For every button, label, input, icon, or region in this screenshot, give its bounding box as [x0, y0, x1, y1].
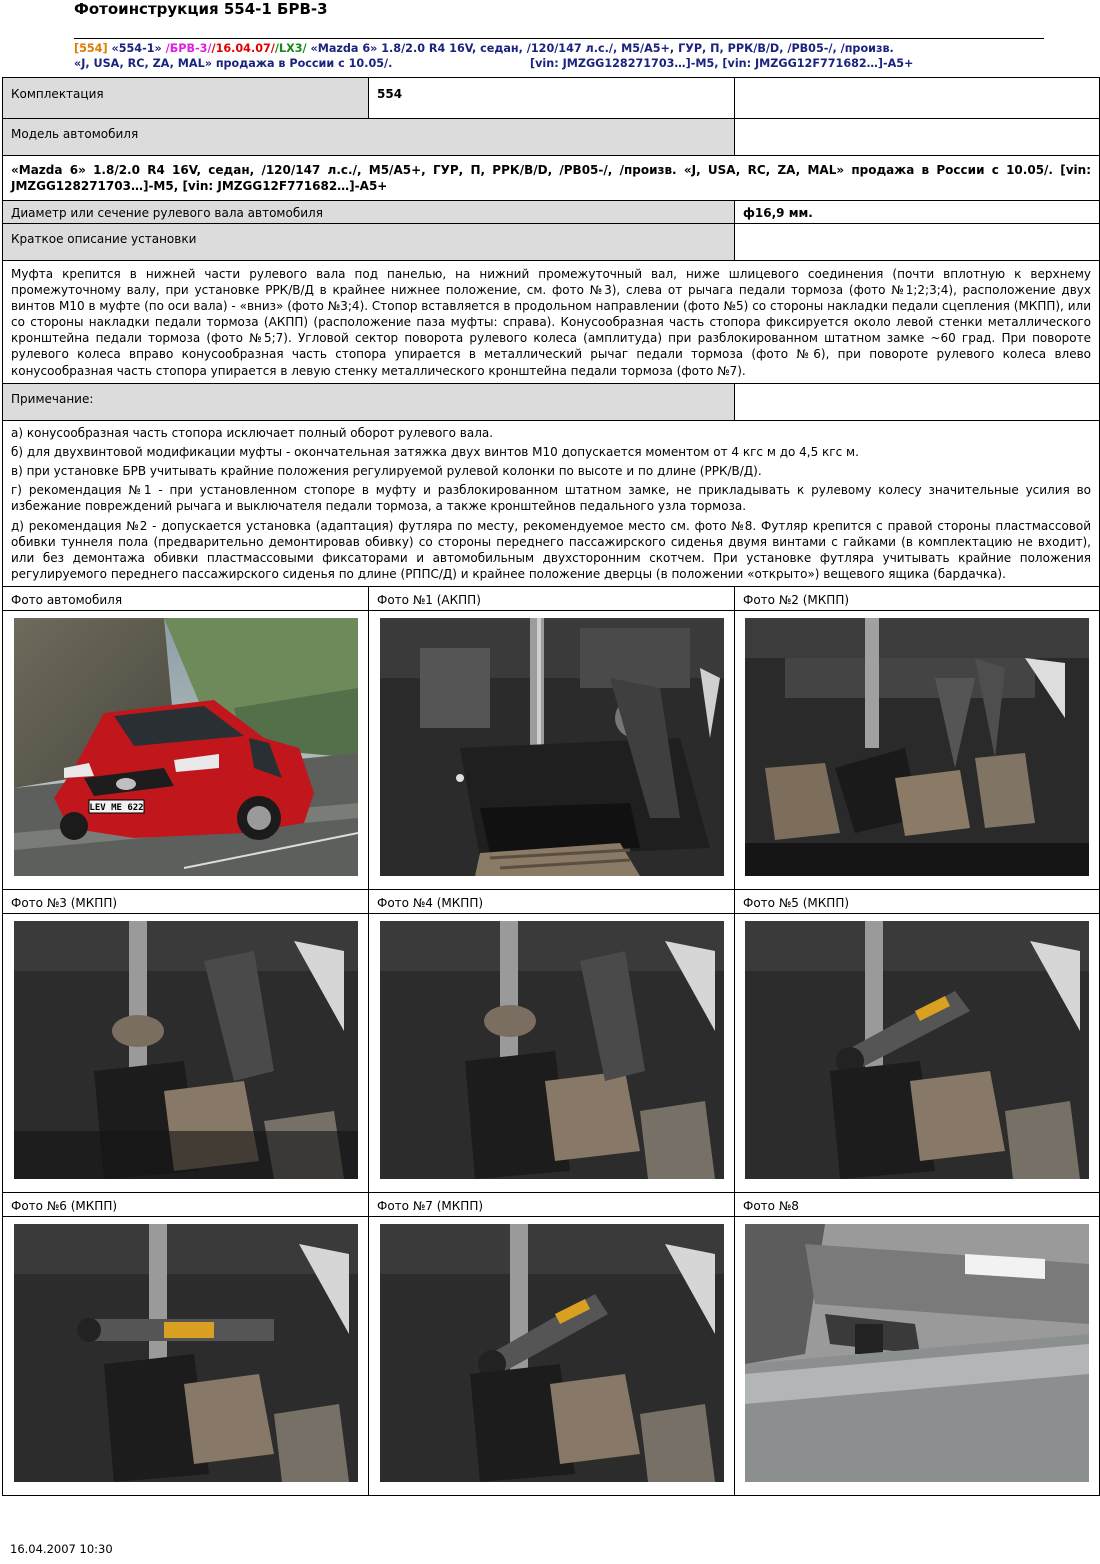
diameter-label: Диаметр или сечение рулевого вала автомобиля — [3, 201, 735, 224]
note-item: в) при установке БРВ учитывать крайние положения регулируемой рулевой колонки по высоте и по длине (РРК/В/Д). — [11, 464, 762, 479]
photo-label-5: Фото №5 (МКПП) — [735, 890, 1100, 914]
license-plate-text: LEV ME 622 — [88, 803, 144, 814]
header-car: «Mazda 6» 1.8/2.0 R4 16V, седан, /120/147 л.с./, M5/A5+, ГУР, П, РРК/В/D, /PB05-/, /произв. — [306, 42, 894, 55]
photo-5-image — [745, 921, 1089, 1179]
photo-labels-row-3 — [3, 1193, 1100, 1217]
header-brv: /БРВ-3/ — [165, 42, 212, 55]
row-note-label — [3, 383, 1100, 420]
photo-1-cell — [369, 611, 735, 890]
photo-label-6: Фото №6 (МКПП) — [3, 1193, 369, 1217]
komplekt-value: 554 — [369, 78, 735, 119]
desc-text: Муфта крепится в нижней части рулевого вала под панелью, на нижний промежуточный вал, ниже шлицевого соединения (почти вплотную к верхнему промежуточному валу, при установке РРК/В/Д в крайнее нижнее положение, см. фото №3), слева от рычага педали тормоза (фото №1;2;3;4), расположение двух винтов М10 в муфте (по оси вала) - «вниз» (фото №3;4). Стопор вставляется в продольном направлении (фото №5) со стороны накладки педали сцепления (МКПП), или со стороны накладки педали тормоза (АКПП) (расположение паза муфты: справа). Конусообразная часть стопора фиксируется около левой стенки металлического кронштейна педали тормоза (фото №5;7). Угловой сектор поворота рулевого колеса (амплитуда) при разблокированном штатном замке ~60 град. При повороте рулевого колеса вправо конусообразная часть стопора упирается в металлический рычаг педали тормоза (фото №6), при повороте рулевого колеса влево конусообразная часть стопора упирается в левую стенку металлического кронштейна педали тормоза (фото №7). — [3, 261, 1100, 384]
photo-5-cell — [735, 914, 1100, 1193]
komplekt-label: Комплектация — [3, 78, 369, 119]
photo-labels-row-2 — [3, 890, 1100, 914]
row-notes — [3, 420, 1100, 587]
diameter-value: ф16,9 мм. — [735, 201, 1100, 224]
photo-label-7: Фото №7 (МКПП) — [369, 1193, 735, 1217]
photo-8-cell — [735, 1217, 1100, 1496]
desc-label-empty — [735, 224, 1100, 261]
photo-label-4: Фото №4 (МКПП) — [369, 890, 735, 914]
row-desc — [3, 261, 1100, 384]
note-item: б) для двухвинтовой модификации муфты - окончательная затяжка двух винтов М10 допускается моментом от 4 кгс м до 4,5 кгс м. — [11, 444, 859, 459]
row-desc-label — [3, 224, 1100, 261]
desc-label: Краткое описание установки — [3, 224, 735, 261]
photo-row-2 — [3, 914, 1100, 1193]
photo-4-cell — [369, 914, 735, 1193]
photo-8-image — [745, 1224, 1089, 1482]
footer-timestamp: 16.04.2007 10:30 — [10, 1542, 113, 1556]
note-item: г) рекомендация №1 - при установленном стопоре в муфту и разблокированном штатном замке, не прикладывать к рулевому колесу значительные усилия во избежание повреждений рычага и выключателя педали тормоза, а также кронштейнов педального узла тормоза. — [11, 483, 1091, 514]
photo-3-image — [14, 921, 358, 1179]
header-line-1 — [74, 41, 1044, 56]
photo-2-cell — [735, 611, 1100, 890]
header-line-2 — [74, 56, 1044, 71]
photo-label-8: Фото №8 — [735, 1193, 1100, 1217]
note-item: а) конусообразная часть стопора исключает полный оборот рулевого вала. — [11, 425, 494, 440]
car-photo — [14, 618, 358, 876]
model-text: «Mazda 6» 1.8/2.0 R4 16V, седан, /120/147 л.с./, M5/A5+, ГУР, П, РРК/В/D, /PB05-/, /произв. «J, USA, RC, ZA, MAL» продажа в России с 10.05/. [vin: JMZGG128271703…]-M5, [vin: JMZGG12F771682…]-A5+ — [3, 156, 1100, 201]
model-label-empty — [735, 119, 1100, 156]
photo-row-3 — [3, 1217, 1100, 1496]
photo-7-image — [380, 1224, 724, 1482]
photo-labels-row-1 — [3, 587, 1100, 611]
header-vin: [vin: JMZGG128271703…]-M5, [vin: JMZGG12F771682…]-A5+ — [530, 57, 914, 70]
photo-row-1 — [3, 611, 1100, 890]
photo-label-car: Фото автомобиля — [3, 587, 369, 611]
photo-2-image — [745, 618, 1089, 876]
instruction-table — [2, 77, 1100, 1496]
photo-label-1: Фото №1 (АКПП) — [369, 587, 735, 611]
photo-4-image — [380, 921, 724, 1179]
photo-6-image — [14, 1224, 358, 1482]
header-model-id: «554-1» — [107, 42, 166, 55]
header-lx: /LX3/ — [274, 42, 307, 55]
photo-1-image — [380, 618, 724, 876]
row-model-label — [3, 119, 1100, 156]
model-label: Модель автомобиля — [3, 119, 735, 156]
note-label-empty — [735, 383, 1100, 420]
header-code: [554] — [74, 42, 108, 55]
photo-label-3: Фото №3 (МКПП) — [3, 890, 369, 914]
header-summary — [74, 38, 1044, 71]
header-market: «J, USA, RC, ZA, MAL» продажа в России с 10.05/. — [74, 57, 393, 70]
note-item: д) рекомендация №2 - допускается установка (адаптация) футляра по месту, рекомендуемое место см. фото №8. Футляр крепится с правой стороны пластмассовой обивки туннеля пола (предварительно демонтировав обивку) со стороны переднего пассажирского сиденья двумя винтами с гайками (в комплектацию не входит), или без демонтажа обивки пластмассовыми фиксаторами и автомобильным двухсторонним скотчем. При установке футляра учитывать крайние положения регулируемого переднего пассажирского сиденья по длине (РППС/Д) и крайнее положение дверцы (в положении «открыто») вещевого ящика (бардачка). — [11, 518, 1091, 582]
row-diameter — [3, 201, 1100, 224]
header-date: /16.04.07/ — [211, 42, 275, 55]
note-label: Примечание: — [3, 383, 735, 420]
photo-3-cell — [3, 914, 369, 1193]
komplekt-empty — [735, 78, 1100, 119]
photo-label-2: Фото №2 (МКПП) — [735, 587, 1100, 611]
photo-6-cell — [3, 1217, 369, 1496]
notes-block — [3, 420, 1100, 587]
photo-7-cell — [369, 1217, 735, 1496]
row-model — [3, 156, 1100, 201]
row-komplekt — [3, 78, 1100, 119]
page-title: Фотоинструкция 554-1 БРВ-3 — [74, 0, 328, 18]
photo-car-cell — [3, 611, 369, 890]
